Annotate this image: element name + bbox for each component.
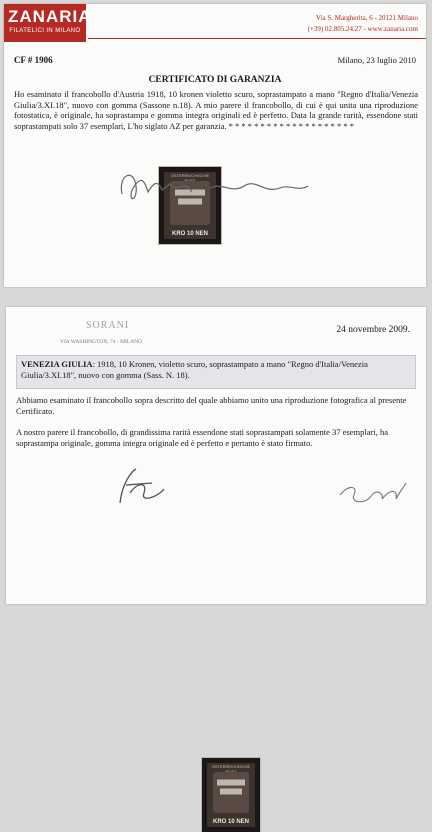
stamp-description: [21, 359, 409, 381]
description-rest: : 1918, 10 Kronen, violetto scuro, soprastampato a mano "Regno d'Italia/Venezia Giulia/3.XI.18", nuovo con gomma (Sass. N. 18).: [21, 359, 368, 380]
stamp-image: [202, 758, 260, 832]
sorani-address: VIA WASHINGTON, 74 - MILANO: [60, 339, 143, 345]
paragraph-opinion: A nostro parere il francobollo, di grandissima rarità essendone stati soprastampati solamente 37 esemplari, ha soprastampa originale, gomma integra originale ed è perfetto e pertanto è stato firmato.: [16, 427, 389, 448]
header-address: Via S. Margherita, 6 - 20121 Milano: [315, 14, 418, 22]
signature-left: [112, 463, 172, 513]
certificate-title: CERTIFICATO DI GARANZIA: [148, 75, 282, 85]
paragraph-examined: Abbiamo esaminato il francobollo sopra descritto del quale abbiamo unito una riproduzione fotografica al presente Certificato.: [16, 395, 407, 416]
header-contact: (+39) 02.805.24.27 - www.zanaria.com: [307, 25, 418, 33]
logo-subtitle: FILATELICI IN MILANO: [9, 28, 81, 34]
sorani-certificate: [6, 307, 426, 825]
overprint-mark-icon: [215, 776, 247, 798]
stamp-description-box: [16, 355, 416, 389]
certificate-body: Ho esaminato il francobollo d'Austria 1918, 10 kronen violetto scuro, soprastampato a mano "Regno d'Italia/Venezia Giulia/3.XI.18", nuovo con gomma (Sassone n.18). A mio parere il francobollo, di cui è qui unita una riproduzione fotostatica, è originale, ha soprastampa e gomma integra originali ed è perfetto. Data la grande rarità, essendone stati soprastampati solo 37 esemplari, L'ho siglato AZ per garanzia. * * * * * * * * * * * * * * * * * * * *: [14, 89, 418, 131]
header-divider: [88, 38, 426, 39]
stamp-overprint: [215, 776, 247, 801]
stamp-value: KRO 10 NEN: [212, 819, 249, 825]
stamp-frame: [207, 763, 255, 827]
stamp-top-text: ÖSTERREICHISCHE: [211, 764, 251, 769]
certificate-number: CF # 1906: [14, 55, 53, 65]
place-date: Milano, 23 luglio 2010: [337, 55, 416, 65]
signature-mark: [114, 164, 314, 209]
stamp-value: KRO 10 NEN: [171, 231, 208, 237]
logo-name: ZANARIA: [8, 7, 92, 26]
signature-right: [336, 477, 408, 509]
description-title: VENEZIA GIULIA: [21, 359, 93, 369]
zanaria-certificate: [4, 4, 426, 287]
stamp-top-text: ÖSTERREICHISCHE: [170, 173, 210, 178]
sorani-logo: SORANI: [86, 320, 130, 331]
zanaria-logo: [4, 4, 92, 42]
certificate-date: 24 novembre 2009.: [336, 325, 410, 335]
